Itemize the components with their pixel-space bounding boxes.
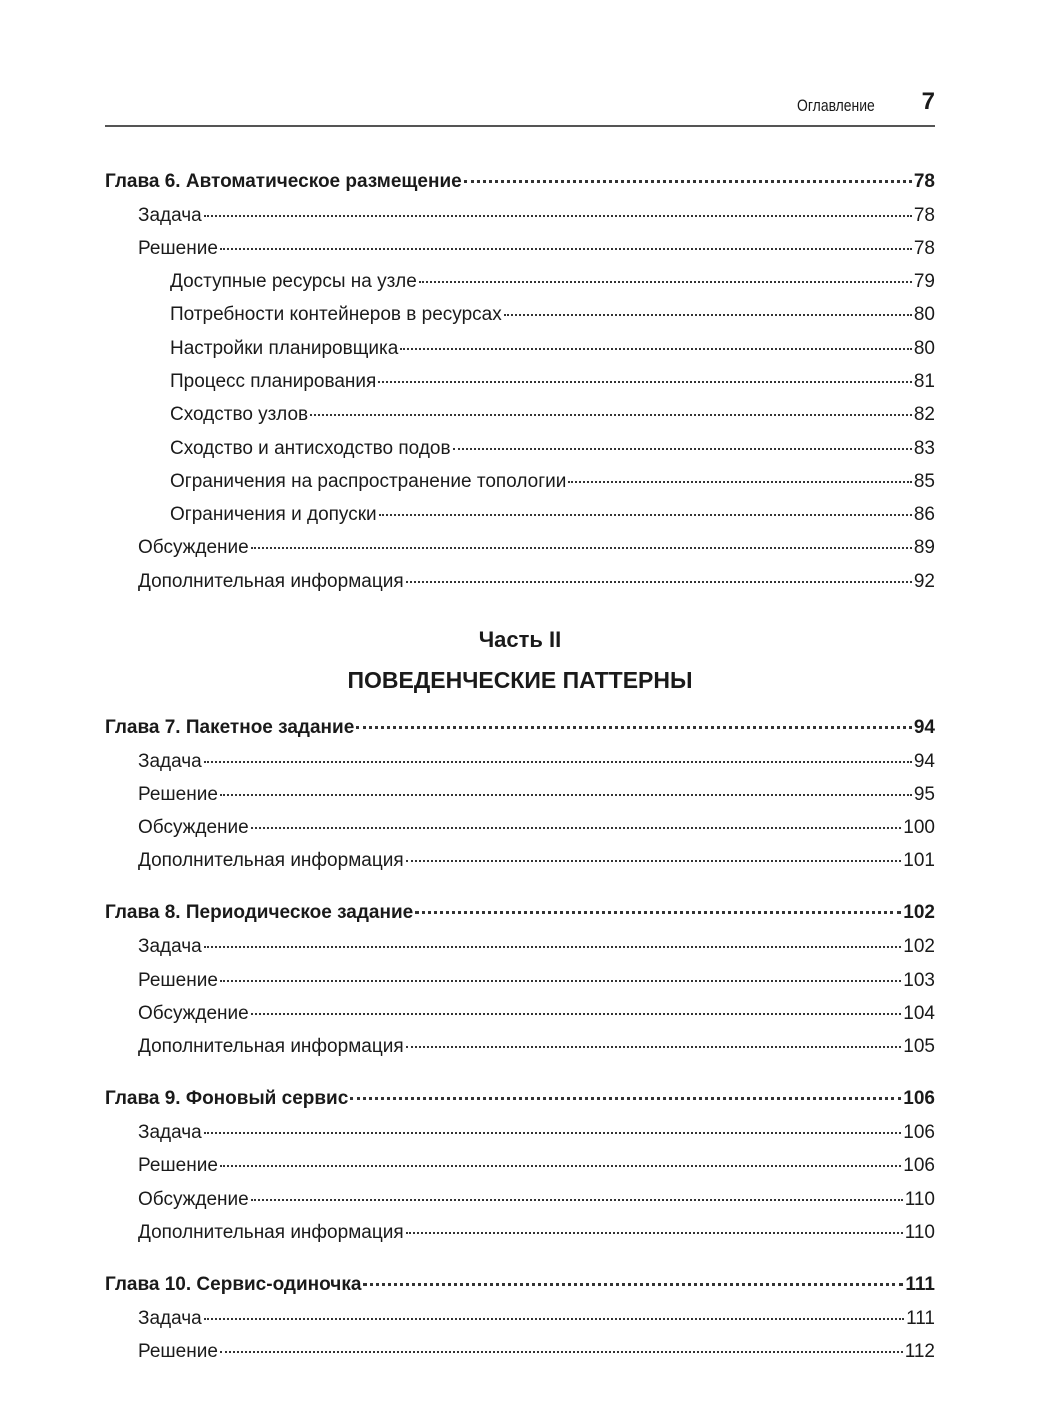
section-entry[interactable] (105, 1302, 935, 1335)
entry-page: 112 (904, 1340, 935, 1362)
section-entry[interactable] (105, 1149, 935, 1182)
entry-title: Ограничения на распространение топологии (170, 470, 567, 492)
chapter-group (105, 710, 935, 878)
section-entry[interactable] (105, 844, 935, 877)
section-entry[interactable] (105, 964, 935, 997)
dot-leader (406, 581, 912, 583)
entry-page: 86 (913, 504, 935, 526)
toc-section-part-2 (105, 710, 935, 1369)
entry-title: Задача (138, 204, 202, 226)
entry-page: 106 (903, 1121, 935, 1143)
entry-page: 78 (913, 170, 935, 192)
dot-leader (356, 726, 912, 729)
entry-title: Сходство узлов (170, 404, 309, 426)
chapter-entry[interactable] (105, 1081, 935, 1116)
section-entry[interactable] (105, 1183, 935, 1216)
entry-title: Решение (138, 969, 218, 991)
chapter-group (105, 1081, 935, 1249)
chapter-entry[interactable] (105, 1267, 935, 1302)
dot-leader (220, 248, 912, 250)
entry-title: Глава 7. Пакетное задание (105, 716, 355, 738)
entry-page: 111 (905, 1273, 935, 1295)
section-entry[interactable] (105, 199, 935, 232)
dot-leader (220, 794, 912, 796)
part-title: ПОВЕДЕНЧЕСКИЕ ПАТТЕРНЫ (347, 667, 693, 694)
dot-leader (419, 281, 912, 283)
dot-leader (251, 1199, 903, 1201)
entry-title: Глава 9. Фоновый сервис (105, 1087, 349, 1109)
subsection-entry[interactable] (105, 365, 935, 398)
entry-title: Обсуждение (138, 1002, 249, 1024)
section-entry[interactable] (105, 1116, 935, 1149)
entry-title: Дополнительная информация (138, 1221, 404, 1243)
dot-leader (504, 314, 912, 316)
entry-title: Задача (138, 750, 202, 772)
section-entry[interactable] (105, 930, 935, 963)
entry-page: 85 (913, 470, 935, 492)
chapter-group (105, 164, 935, 599)
dot-leader (400, 348, 912, 350)
section-entry[interactable] (105, 997, 935, 1030)
entry-title: Решение (138, 783, 218, 805)
section-entry[interactable] (105, 232, 935, 265)
chapter-entry[interactable] (105, 895, 935, 930)
entry-title: Решение (138, 1340, 218, 1362)
entry-title: Дополнительная информация (138, 1036, 404, 1058)
dot-leader (251, 827, 902, 829)
entry-title: Решение (138, 1155, 218, 1177)
entry-title: Глава 10. Сервис-одиночка (105, 1273, 362, 1295)
dot-leader (204, 1132, 902, 1134)
entry-title: Задача (138, 936, 202, 958)
entry-page: 103 (903, 969, 935, 991)
section-entry[interactable] (105, 811, 935, 844)
entry-page: 80 (913, 337, 935, 359)
dot-leader (251, 1013, 902, 1015)
entry-page: 100 (903, 817, 935, 839)
dot-leader (378, 381, 912, 383)
dot-leader (204, 946, 902, 948)
dot-leader (379, 514, 912, 516)
entry-page: 78 (913, 237, 935, 259)
entry-page: 95 (913, 783, 935, 805)
entry-page: 110 (904, 1188, 935, 1210)
entry-page: 83 (913, 437, 935, 459)
entry-page: 102 (903, 902, 935, 924)
dot-leader (204, 1318, 904, 1320)
subsection-entry[interactable] (105, 332, 935, 365)
entry-page: 102 (903, 936, 935, 958)
entry-page: 80 (913, 304, 935, 326)
toc-section-part-1 (105, 164, 935, 599)
subsection-entry[interactable] (105, 265, 935, 298)
chapter-entry[interactable] (105, 710, 935, 745)
page-number: 7 (921, 88, 935, 115)
entry-page: 92 (913, 570, 935, 592)
dot-leader (464, 180, 912, 183)
section-entry[interactable] (105, 531, 935, 564)
entry-page: 79 (913, 271, 935, 293)
entry-title: Потребности контейнеров в ресурсах (170, 304, 502, 326)
subsection-entry[interactable] (105, 498, 935, 531)
entry-page: 82 (913, 404, 935, 426)
section-entry[interactable] (105, 745, 935, 778)
entry-page: 89 (913, 537, 935, 559)
running-header-title: Оглавление (797, 96, 875, 115)
dot-leader (415, 911, 901, 914)
dot-leader (406, 1232, 903, 1234)
chapter-group (105, 1267, 935, 1369)
entry-title: Сходство и антисходство подов (170, 437, 451, 459)
entry-title: Дополнительная информация (138, 570, 404, 592)
dot-leader (406, 860, 902, 862)
entry-title: Решение (138, 237, 218, 259)
dot-leader (406, 1046, 902, 1048)
entry-title: Доступные ресурсы на узле (170, 271, 417, 293)
entry-title: Глава 6. Автоматическое размещение (105, 170, 462, 192)
dot-leader (453, 448, 912, 450)
dot-leader (310, 414, 912, 416)
entry-page: 78 (913, 204, 935, 226)
chapter-group (105, 895, 935, 1063)
section-entry[interactable] (105, 1335, 935, 1368)
entry-title: Обсуждение (138, 537, 249, 559)
entry-page: 106 (903, 1087, 935, 1109)
entry-title: Настройки планировщика (170, 337, 399, 359)
entry-page: 106 (903, 1155, 935, 1177)
header-rule (105, 125, 935, 127)
dot-leader (204, 215, 912, 217)
entry-title: Обсуждение (138, 817, 249, 839)
part-label: Часть II (478, 627, 562, 653)
dot-leader (363, 1283, 903, 1286)
entry-title: Глава 8. Периодическое задание (105, 902, 414, 924)
chapter-entry[interactable] (105, 164, 935, 199)
subsection-entry[interactable] (105, 465, 935, 498)
dot-leader (568, 481, 912, 483)
subsection-entry[interactable] (105, 432, 935, 465)
section-entry[interactable] (105, 778, 935, 811)
entry-page: 104 (903, 1002, 935, 1024)
entry-title: Ограничения и допуски (170, 504, 377, 526)
entry-page: 94 (913, 716, 935, 738)
entry-title: Задача (138, 1121, 202, 1143)
entry-page: 105 (903, 1036, 935, 1058)
section-entry[interactable] (105, 565, 935, 598)
running-header (105, 88, 935, 122)
section-entry[interactable] (105, 1216, 935, 1249)
entry-page: 81 (913, 370, 935, 392)
subsection-entry[interactable] (105, 298, 935, 331)
dot-leader (251, 547, 912, 549)
entry-title: Обсуждение (138, 1188, 249, 1210)
section-entry[interactable] (105, 1030, 935, 1063)
entry-page: 110 (904, 1221, 935, 1243)
entry-title: Дополнительная информация (138, 850, 404, 872)
dot-leader (350, 1097, 901, 1100)
entry-page: 111 (906, 1307, 935, 1329)
dot-leader (204, 761, 912, 763)
dot-leader (220, 1351, 903, 1353)
entry-title: Задача (138, 1307, 202, 1329)
entry-page: 101 (903, 850, 935, 872)
entry-title: Процесс планирования (170, 370, 377, 392)
subsection-entry[interactable] (105, 398, 935, 431)
dot-leader (220, 980, 901, 982)
table-of-contents (105, 164, 935, 1369)
dot-leader (220, 1165, 901, 1167)
entry-page: 94 (913, 750, 935, 772)
